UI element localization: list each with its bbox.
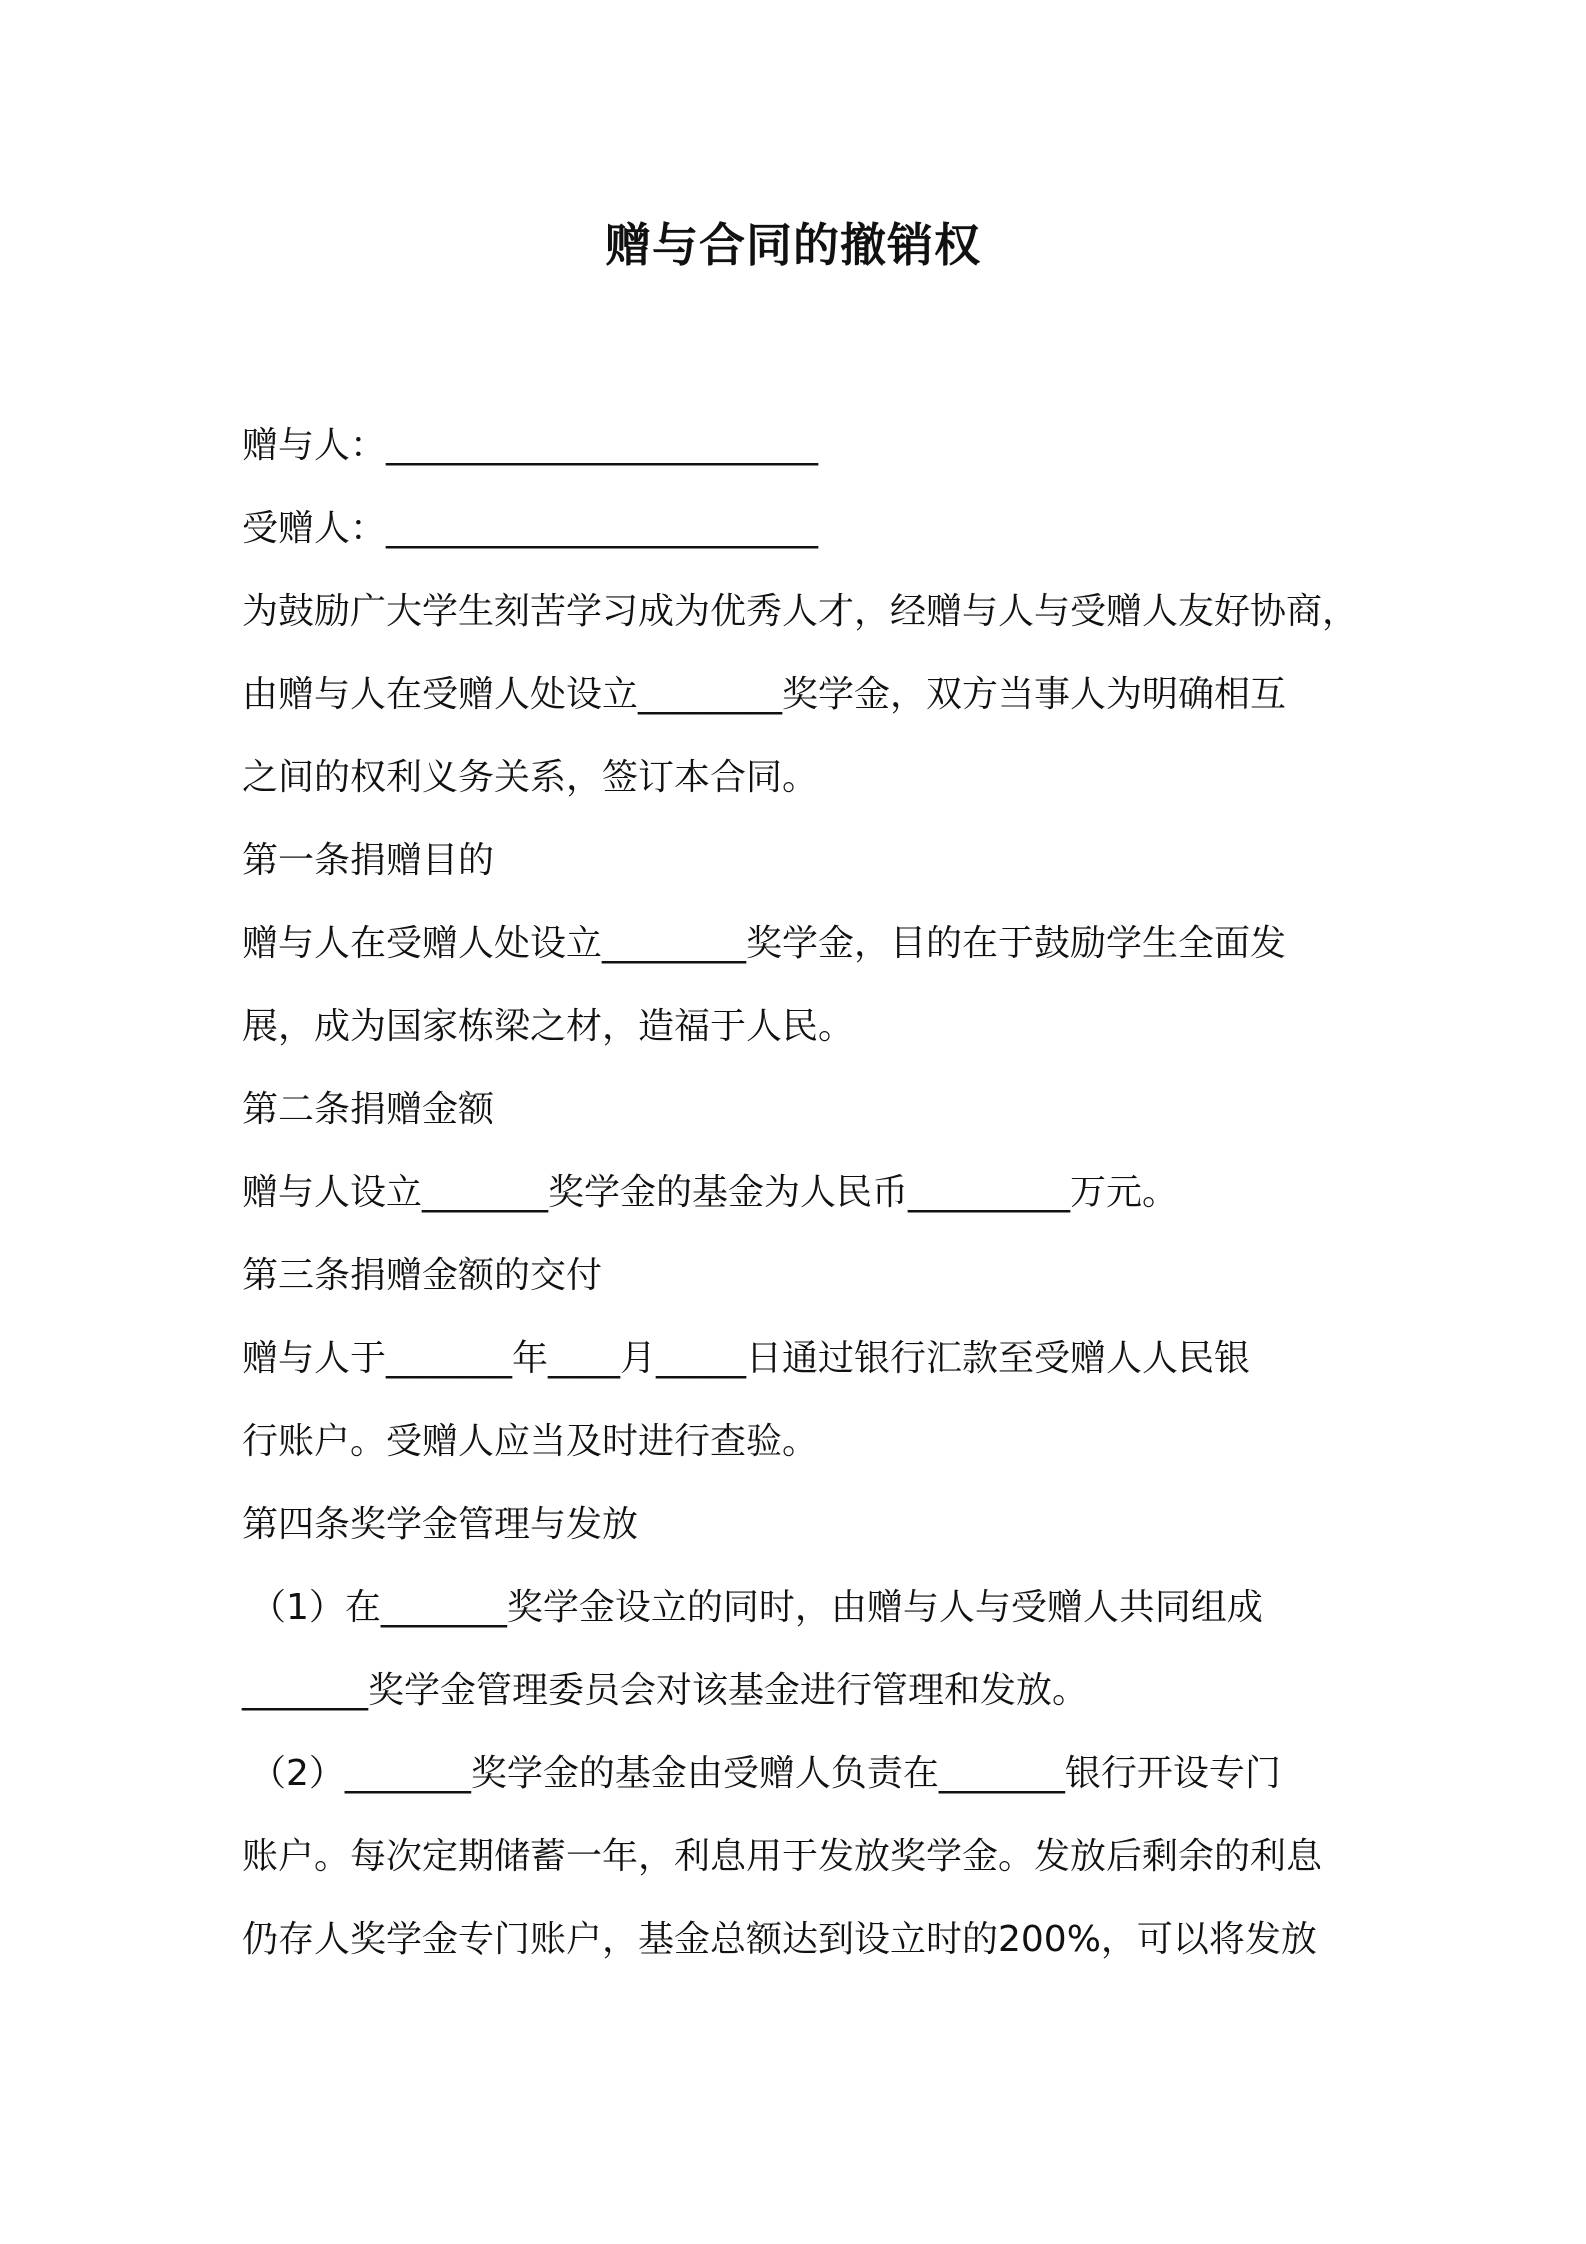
- article-4-item-2-line-2: 账户。每次定期储蓄一年，利息用于发放奖学金。发放后剩余的利息: [242, 1836, 1323, 1877]
- article-1-heading: 第一条捐赠目的: [242, 840, 495, 881]
- article-4-heading: 第四条奖学金管理与发放: [242, 1504, 639, 1545]
- document-title: 赠与合同的撤销权: [605, 218, 981, 272]
- article-2-line-1: 赠与人设立_______奖学金的基金为人民币_________万元。: [242, 1172, 1179, 1213]
- article-3-line-2: 行账户。受赠人应当及时进行查验。: [242, 1421, 819, 1462]
- recipient-line: 受赠人：________________________: [242, 508, 819, 549]
- article-4-item-1-line-2: _______奖学金管理委员会对该基金进行管理和发放。: [242, 1670, 1089, 1711]
- preamble-line-1: 为鼓励广大学生刻苦学习成为优秀人才，经赠与人与受赠人友好协商，: [242, 591, 1359, 632]
- article-4-item-1-line-1: （1）在_______奖学金设立的同时，由赠与人与受赠人共同组成: [250, 1587, 1263, 1628]
- article-3-heading: 第三条捐赠金额的交付: [242, 1255, 603, 1296]
- preamble-line-2: 由赠与人在受赠人处设立________奖学金，双方当事人为明确相互: [242, 674, 1287, 715]
- article-4-item-2-line-3: 仍存人奖学金专门账户，基金总额达到设立时的200%，可以将发放: [242, 1919, 1317, 1960]
- article-3-line-1: 赠与人于_______年____月_____日通过银行汇款至受赠人人民银: [242, 1338, 1251, 1379]
- donor-line: 赠与人：________________________: [242, 425, 819, 466]
- article-4-item-2-line-1: （2）_______奖学金的基金由受赠人负责在_______银行开设专门: [250, 1753, 1281, 1794]
- document-body: [242, 404, 1359, 1981]
- article-1-line-1: 赠与人在受赠人处设立________奖学金，目的在于鼓励学生全面发: [242, 923, 1287, 964]
- preamble-line-3: 之间的权利义务关系，签订本合同。: [242, 757, 819, 798]
- article-2-heading: 第二条捐赠金额: [242, 1089, 495, 1130]
- article-1-line-2: 展，成为国家栋梁之材，造福于人民。: [242, 1006, 855, 1047]
